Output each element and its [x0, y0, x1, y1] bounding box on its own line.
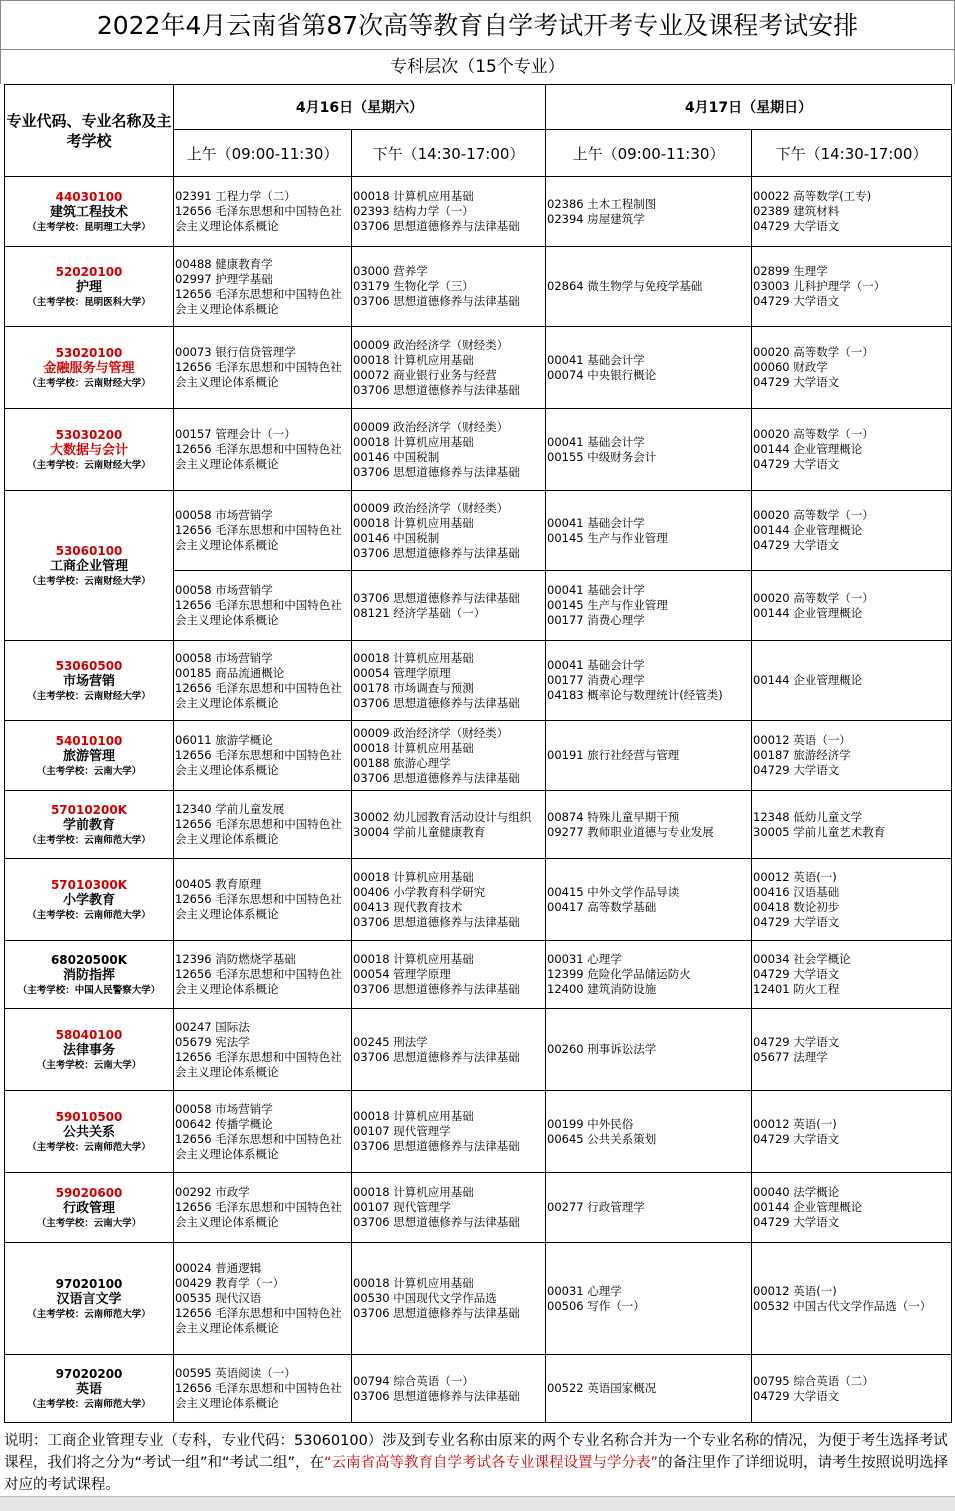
major-school: （主考学校：云南大学）	[36, 1059, 142, 1071]
major-code: 97020100	[55, 1276, 123, 1291]
major-school: （主考学校：云南师范大学）	[27, 909, 151, 921]
major-cell	[5, 1355, 174, 1423]
major-name: 建筑工程技术	[49, 204, 128, 220]
major-row	[5, 941, 952, 1009]
day2-header: 4月17日（星期日）	[546, 85, 952, 130]
course-cell-d1pm: 00009 政治经济学（财经类） 00018 计算机应用基础 00146 中国税制 03706 思想道德修养与法律基础	[352, 409, 546, 491]
course-cell-d1pm: 00018 计算机应用基础 00107 现代管理学 03706 思想道德修养与法律基础	[352, 1173, 546, 1243]
course-cell-d1am: 00405 教育原理 12656 毛泽东思想和中国特色社会主义理论体系概论	[174, 859, 352, 941]
page-title: 2022年4月云南省第87次高等教育自学考试开考专业及课程考试安排	[0, 0, 955, 50]
major-code: 53060100	[55, 543, 123, 558]
major-row	[5, 1009, 952, 1091]
course-cell-d1pm: 00018 计算机应用基础 02393 结构力学（一） 03706 思想道德修养与法律基础	[352, 177, 546, 247]
major-school: （主考学校：云南师范大学）	[27, 1398, 151, 1410]
major-cell	[5, 177, 174, 247]
major-school: （主考学校：昆明理工大学）	[27, 221, 151, 233]
major-cell	[5, 491, 174, 641]
schedule-body	[5, 177, 952, 1423]
major-school: （主考学校：云南师范大学）	[27, 1141, 151, 1153]
course-cell-d2pm: 00012 英语(一) 00416 汉语基础 00418 数论初步 04729 大学语文	[752, 859, 952, 941]
course-cell-d2pm: 00034 社会学概论 04729 大学语文 12401 防火工程	[752, 941, 952, 1009]
major-name: 旅游管理	[62, 748, 115, 764]
major-row	[5, 1243, 952, 1355]
major-name: 小学教育	[62, 892, 115, 908]
major-school: （主考学校：中国人民警察大学）	[17, 984, 161, 996]
major-code: 52020100	[55, 264, 123, 279]
major-column-header: 专业代码、专业名称及主考学校	[5, 85, 174, 177]
major-school: （主考学校：云南财经大学）	[27, 377, 151, 389]
course-cell-d1pm: 00009 政治经济学（财经类） 00018 计算机应用基础 00146 中国税制 03706 思想道德修养与法律基础	[352, 491, 546, 571]
course-cell-d1pm: 00018 计算机应用基础 00054 管理学原理 03706 思想道德修养与法律基础	[352, 941, 546, 1009]
major-code: 68020500K	[50, 952, 128, 967]
course-cell-d1pm: 00009 政治经济学（财经类） 00018 计算机应用基础 00188 旅游心理学 03706 思想道德修养与法律基础	[352, 721, 546, 791]
day1-pm-header: 下午（14:30-17:00）	[352, 130, 546, 177]
course-cell-g2_d1pm: 03706 思想道德修养与法律基础 08121 经济学基础（一）	[352, 571, 546, 641]
major-school: （主考学校：云南大学）	[36, 765, 142, 777]
major-cell	[5, 409, 174, 491]
major-cell	[5, 859, 174, 941]
course-cell-d2am: 00874 特殊儿童早期干预 09277 教师职业道德与专业发展	[546, 791, 752, 859]
course-cell-d1pm: 00009 政治经济学（财经类） 00018 计算机应用基础 00072 商业银行业务与经营 03706 思想道德修养与法律基础	[352, 327, 546, 409]
course-cell-d2am: 00260 刑事诉讼法学	[546, 1009, 752, 1091]
major-row	[5, 721, 952, 791]
major-name: 行政管理	[62, 1200, 115, 1216]
course-cell-d1am: 00073 银行信贷管理学 12656 毛泽东思想和中国特色社会主义理论体系概论	[174, 327, 352, 409]
course-cell-d1pm: 03000 营养学 03179 生物化学（三） 03706 思想道德修养与法律基础	[352, 247, 546, 327]
course-cell-d2am: 02864 微生物学与免疫学基础	[546, 247, 752, 327]
major-name: 大数据与会计	[49, 442, 128, 458]
major-row	[5, 409, 952, 491]
course-cell-d2am: 00415 中外文学作品导读 00417 高等数学基础	[546, 859, 752, 941]
major-school: （主考学校：云南大学）	[36, 1217, 142, 1229]
course-cell-g2_d1am: 00058 市场营销学 12656 毛泽东思想和中国特色社会主义理论体系概论	[174, 571, 352, 641]
major-code: 97020200	[55, 1366, 123, 1381]
course-cell-d2am: 00522 英语国家概况	[546, 1355, 752, 1423]
course-cell-g2_d2pm: 00020 高等数学（一） 00144 企业管理概论	[752, 571, 952, 641]
major-cell	[5, 1243, 174, 1355]
course-cell-d1am: 00157 管理会计（一） 12656 毛泽东思想和中国特色社会主义理论体系概论	[174, 409, 352, 491]
major-name: 护理	[75, 279, 102, 295]
major-school: （主考学校：云南财经大学）	[27, 459, 151, 471]
course-cell-d1am: 02391 工程力学（二） 12656 毛泽东思想和中国特色社会主义理论体系概论	[174, 177, 352, 247]
major-cell	[5, 641, 174, 721]
course-cell-d1am: 00247 国际法 05679 宪法学 12656 毛泽东思想和中国特色社会主义理论体系概论	[174, 1009, 352, 1091]
major-name: 消防指挥	[62, 967, 115, 983]
course-cell-d1am: 12396 消防燃烧学基础 12656 毛泽东思想和中国特色社会主义理论体系概论	[174, 941, 352, 1009]
course-cell-d1am: 12340 学前儿童发展 12656 毛泽东思想和中国特色社会主义理论体系概论	[174, 791, 352, 859]
course-cell-d2pm: 00795 综合英语（二） 04729 大学语文	[752, 1355, 952, 1423]
major-school: （主考学校：云南师范大学）	[27, 834, 151, 846]
course-cell-d2pm: 00020 高等数学（一） 00060 财政学 04729 大学语文	[752, 327, 952, 409]
major-cell	[5, 327, 174, 409]
course-cell-d2am: 00041 基础会计学 00155 中级财务会计	[546, 409, 752, 491]
course-cell-d2am: 00041 基础会计学 00074 中央银行概论	[546, 327, 752, 409]
major-name: 法律事务	[62, 1042, 115, 1058]
course-cell-d2am: 00031 心理学 00506 写作（一）	[546, 1243, 752, 1355]
day2-am-header: 上午（09:00-11:30）	[546, 130, 752, 177]
day1-header: 4月16日（星期六）	[174, 85, 546, 130]
course-cell-d1am: 06011 旅游学概论 12656 毛泽东思想和中国特色社会主义理论体系概论	[174, 721, 352, 791]
course-cell-d2pm: 00022 高等数学(工专) 02389 建筑材料 04729 大学语文	[752, 177, 952, 247]
major-row	[5, 327, 952, 409]
major-name: 市场营销	[62, 673, 115, 689]
major-school: （主考学校：云南财经大学）	[27, 690, 151, 702]
sheet-tab-bar	[0, 1496, 955, 1511]
course-cell-d1am: 00595 英语阅读（一） 12656 毛泽东思想和中国特色社会主义理论体系概论	[174, 1355, 352, 1423]
major-row	[5, 641, 952, 721]
course-cell-d1pm: 00245 刑法学 03706 思想道德修养与法律基础	[352, 1009, 546, 1091]
course-cell-d2pm: 00020 高等数学（一） 00144 企业管理概论 04729 大学语文	[752, 409, 952, 491]
course-cell-d2pm: 00012 英语（一） 00187 旅游经济学 04729 大学语文	[752, 721, 952, 791]
course-cell-d1am: 00292 市政学 12656 毛泽东思想和中国特色社会主义理论体系概论	[174, 1173, 352, 1243]
major-school: （主考学校：云南师范大学）	[27, 1308, 151, 1320]
major-row	[5, 177, 952, 247]
major-name: 金融服务与管理	[43, 360, 135, 376]
major-cell	[5, 791, 174, 859]
course-cell-d2am: 00191 旅行社经营与管理	[546, 721, 752, 791]
course-cell-d2am: 00031 心理学 12399 危险化学品储运防火 12400 建筑消防设施	[546, 941, 752, 1009]
course-cell-d1pm: 00018 计算机应用基础 00054 管理学原理 00178 市场调查与预测 03706 思想道德修养与法律基础	[352, 641, 546, 721]
major-cell	[5, 941, 174, 1009]
major-cell	[5, 1091, 174, 1173]
course-cell-d1am: 00024 普通逻辑 00429 教育学（一） 00535 现代汉语 12656 毛泽东思想和中国特色社会主义理论体系概论	[174, 1243, 352, 1355]
footnote	[4, 1430, 949, 1496]
major-school: （主考学校：云南财经大学）	[27, 575, 151, 587]
major-row	[5, 1355, 952, 1423]
course-cell-d2am: 00199 中外民俗 00645 公共关系策划	[546, 1091, 752, 1173]
day1-am-header: 上午（09:00-11:30）	[174, 130, 352, 177]
major-cell	[5, 1009, 174, 1091]
major-row	[5, 859, 952, 941]
major-code: 57010200K	[50, 802, 128, 817]
major-code: 59010500	[55, 1109, 123, 1124]
course-cell-d2pm: 02899 生理学 03003 儿科护理学（一） 04729 大学语文	[752, 247, 952, 327]
course-cell-d1am: 00058 市场营销学 12656 毛泽东思想和中国特色社会主义理论体系概论	[174, 491, 352, 571]
course-cell-d1pm: 00018 计算机应用基础 00530 中国现代文学作品选 03706 思想道德修养与法律基础	[352, 1243, 546, 1355]
day2-pm-header: 下午（14:30-17:00）	[752, 130, 952, 177]
major-name: 英语	[75, 1381, 102, 1397]
major-cell	[5, 721, 174, 791]
course-cell-d1pm: 00018 计算机应用基础 00406 小学教育科学研究 00413 现代教育技术 03706 思想道德修养与法律基础	[352, 859, 546, 941]
major-school: （主考学校：昆明医科大学）	[27, 296, 151, 308]
course-cell-d2pm: 12348 低幼儿童文学 30005 学前儿童艺术教育	[752, 791, 952, 859]
course-cell-d2pm: 00040 法学概论 00144 企业管理概论 04729 大学语文	[752, 1173, 952, 1243]
major-code: 54010100	[55, 733, 123, 748]
major-code: 57010300K	[50, 877, 128, 892]
course-cell-d2am: 02386 土木工程制图 02394 房屋建筑学	[546, 177, 752, 247]
course-cell-d2pm: 00020 高等数学（一） 00144 企业管理概论 04729 大学语文	[752, 491, 952, 571]
major-name: 汉语言文学	[56, 1291, 122, 1307]
major-row	[5, 791, 952, 859]
major-row	[5, 491, 952, 571]
course-cell-d2am: 00041 基础会计学 00177 消费心理学 04183 概率论与数理统计(经管类)	[546, 641, 752, 721]
major-code: 53030200	[55, 427, 123, 442]
footnote-link[interactable]: “云南省高等教育自学考试各专业课程设置与学分表”	[324, 1455, 659, 1471]
course-cell-d2pm: 00012 英语(一) 04729 大学语文	[752, 1091, 952, 1173]
major-row	[5, 1091, 952, 1173]
course-cell-d2am: 00041 基础会计学 00145 生产与作业管理	[546, 491, 752, 571]
major-code: 53020100	[55, 345, 123, 360]
major-code: 58040100	[55, 1027, 123, 1042]
major-name: 公共关系	[62, 1124, 115, 1140]
course-cell-d1pm: 00018 计算机应用基础 00107 现代管理学 03706 思想道德修养与法律基础	[352, 1091, 546, 1173]
course-cell-d2pm: 00012 英语(一) 00532 中国古代文学作品选（一）	[752, 1243, 952, 1355]
major-code: 59020600	[55, 1185, 123, 1200]
major-code: 53060500	[55, 658, 123, 673]
major-name: 学前教育	[62, 817, 115, 833]
course-cell-d2pm: 04729 大学语文 05677 法理学	[752, 1009, 952, 1091]
major-row	[5, 247, 952, 327]
course-cell-d2pm: 00144 企业管理概论	[752, 641, 952, 721]
course-cell-d1am: 00488 健康教育学 02997 护理学基础 12656 毛泽东思想和中国特色社会主义理论体系概论	[174, 247, 352, 327]
schedule-table	[4, 84, 952, 1423]
course-cell-d1pm: 00794 综合英语（一） 03706 思想道德修养与法律基础	[352, 1355, 546, 1423]
course-cell-d1pm: 30002 幼儿园教育活动设计与组织 30004 学前儿童健康教育	[352, 791, 546, 859]
course-cell-g2_d2am: 00041 基础会计学 00145 生产与作业管理 00177 消费心理学	[546, 571, 752, 641]
major-cell	[5, 247, 174, 327]
footnote-text: 说明：工商企业管理专业（专科，专业代码：53060100）涉及到专业名称由原来的两个专业名称合并为一个专业名称的情况，为便于考生选择考试课程，我们将之分为“考试一组”和“考试二组”，在	[4, 1433, 948, 1471]
major-code: 44030100	[55, 189, 123, 204]
major-row	[5, 1173, 952, 1243]
course-cell-d2am: 00277 行政管理学	[546, 1173, 752, 1243]
page-subtitle: 专科层次（15个专业）	[0, 50, 955, 84]
major-name: 工商企业管理	[49, 558, 128, 574]
course-cell-d1am: 00058 市场营销学 00642 传播学概论 12656 毛泽东思想和中国特色社会主义理论体系概论	[174, 1091, 352, 1173]
major-cell	[5, 1173, 174, 1243]
footnote-text-end: 的备注里作了详细说明，请考生按照说明选择对应的考试课程。	[4, 1455, 949, 1493]
course-cell-d1am: 00058 市场营销学 00185 商品流通概论 12656 毛泽东思想和中国特色社会主义理论体系概论	[174, 641, 352, 721]
